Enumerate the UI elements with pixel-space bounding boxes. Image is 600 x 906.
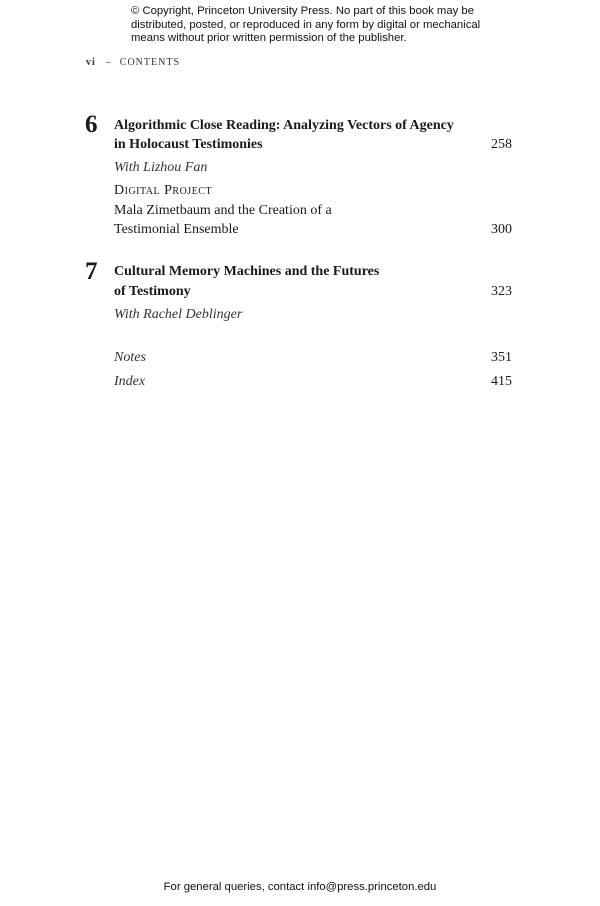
chapter-title-line[interactable]: in Holocaust Testimonies [114, 137, 263, 152]
back-matter-index[interactable]: Index [114, 374, 146, 389]
page-number: 415 [491, 374, 512, 389]
running-head [86, 57, 180, 68]
chapter-number: 6 [85, 111, 98, 138]
footer-contact: For general queries, contact info@press.princeton.edu [163, 881, 437, 893]
chapter-byline: With Rachel Deblinger [114, 307, 243, 322]
page-number: 351 [491, 350, 512, 365]
digital-project-title-line[interactable]: Mala Zimetbaum and the Creation of a [114, 203, 332, 218]
chapter-title-line[interactable]: Cultural Memory Machines and the Futures [114, 264, 380, 279]
chapter-title-line[interactable]: Algorithmic Close Reading: Analyzing Vectors of Agency [114, 118, 454, 133]
copyright-line: means without prior written permission of the publisher. [131, 32, 407, 45]
page-folio: vi [86, 57, 96, 68]
chapter-byline: With Lizhou Fan [114, 160, 208, 175]
copyright-line: © Copyright, Princeton University Press. No part of this book may be [131, 5, 474, 17]
running-head-title: CONTENTS [119, 57, 181, 68]
page-number: 258 [491, 137, 512, 152]
digital-project-title-line[interactable]: Testimonial Ensemble [114, 222, 239, 237]
back-matter-notes[interactable]: Notes [114, 350, 146, 365]
chapter-title-line[interactable]: of Testimony [114, 284, 191, 299]
page-number: 323 [491, 284, 512, 299]
separator: – [105, 57, 112, 68]
digital-project-label: Digital Project [114, 183, 213, 198]
copyright-line: distributed, posted, or reproduced in any form by digital or mechanical [131, 18, 481, 31]
page-number: 300 [491, 222, 512, 237]
chapter-number: 7 [85, 258, 98, 285]
copyright-notice [131, 5, 480, 46]
